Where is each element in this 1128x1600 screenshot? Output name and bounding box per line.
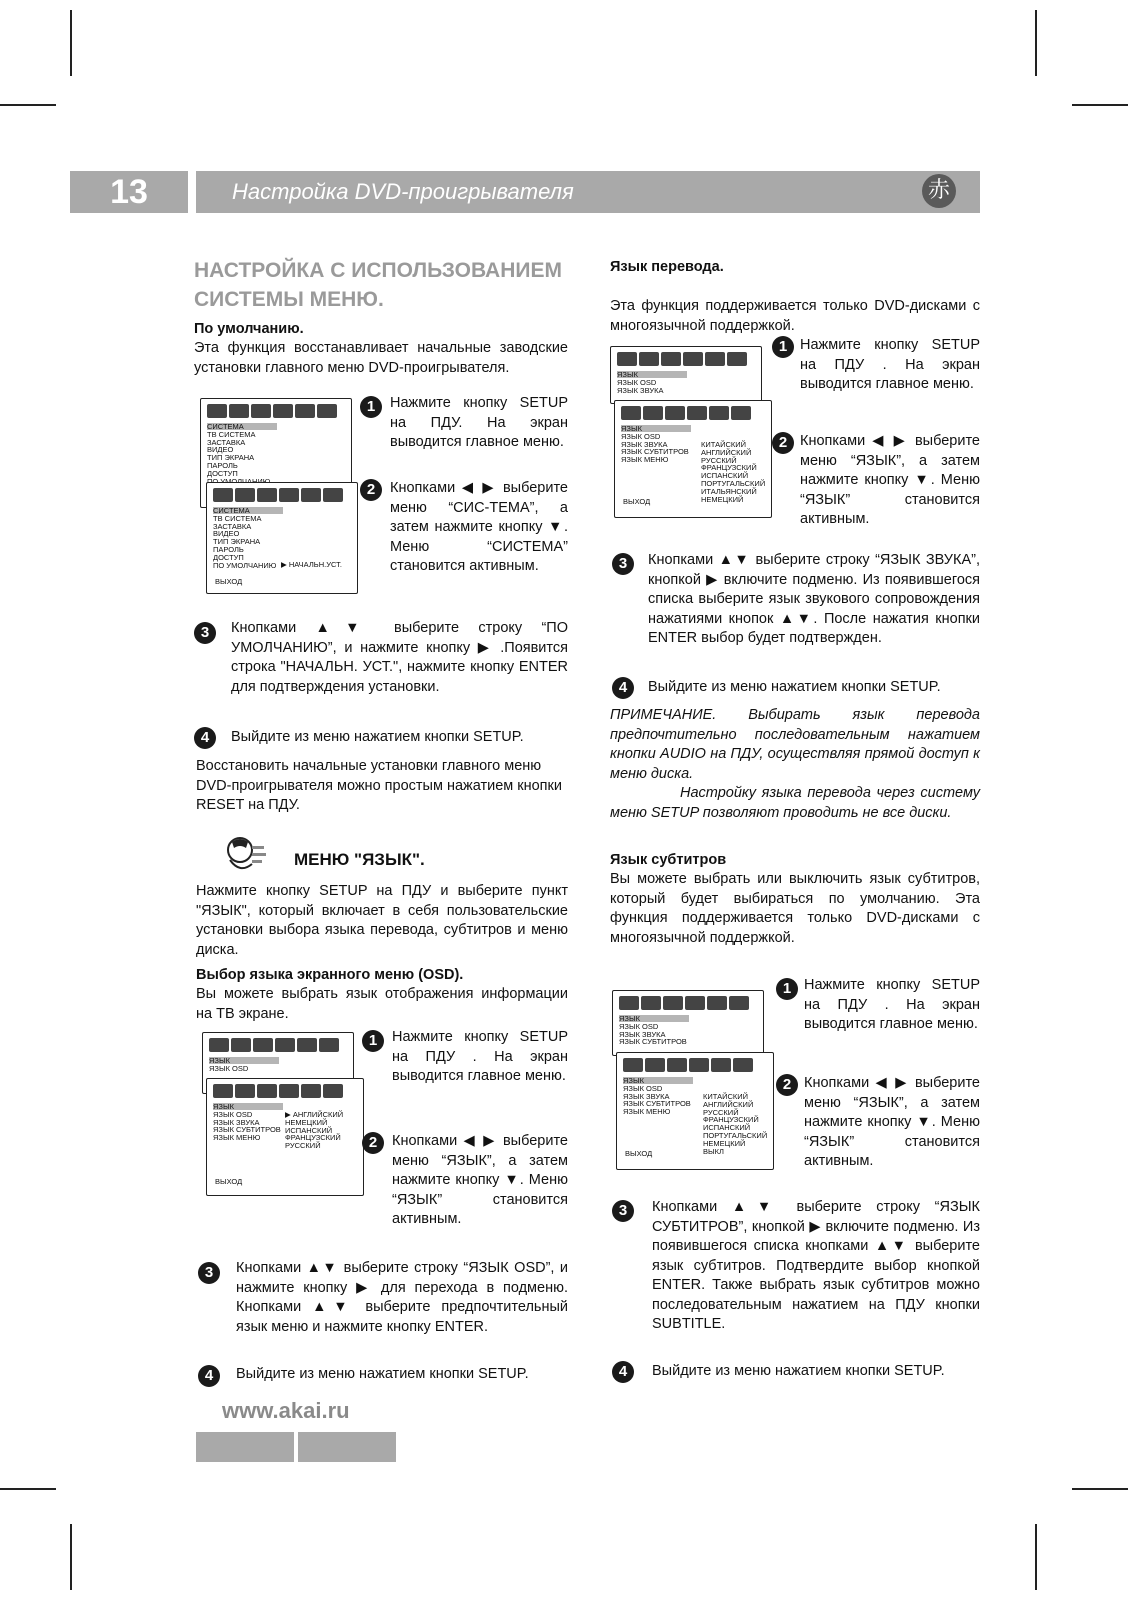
step-1-badge: 1 xyxy=(360,396,382,418)
section-title-line1: НАСТРОЙКА С ИСПОЛЬЗОВАНИЕМ xyxy=(194,259,562,282)
step-4-badge: 4 xyxy=(612,677,634,699)
crop-mark xyxy=(70,10,72,76)
audio-note-1: ПРИМЕЧАНИЕ. Выбирать язык перевода предпочтительно последовательным нажатием кнопки AUDIO на ПДУ, осуществляя прямой доступ к меню диска. xyxy=(610,707,980,782)
language-menu-title: МЕНЮ "ЯЗЫК". xyxy=(294,850,425,869)
audio-menu-figure xyxy=(610,346,780,526)
step-2-badge: 2 xyxy=(360,479,382,501)
default-intro: Эта функция восстанавливает начальные заводские установки главного меню DVD-проигрывателя. xyxy=(194,340,568,376)
default-step-4: Выйдите из меню нажатием кнопки SETUP. xyxy=(231,729,524,745)
audio-menu-front xyxy=(614,400,772,518)
default-step-1: Нажмите кнопку SETUP на ПДУ. На экран выводится главное меню. xyxy=(390,395,568,450)
menu-icons xyxy=(209,1038,339,1054)
subtitle-step-3: Кнопками ▲▼ выберите строку “ЯЗЫК СУБТИТРОВ”, кнопкой ▶ включите подменю. Из появившегося списка кнопками ▲▼ выберите язык субтитров. Подтвердите выбор кнопкой ENTER. Также выбрать язык субтитров можно последовательным нажатием на ПДУ кнопки SUBTITLE. xyxy=(652,1199,980,1332)
audio-step-4: Выйдите из меню нажатием кнопки SETUP. xyxy=(648,679,941,695)
osd-step-4: Выйдите из меню нажатием кнопки SETUP. xyxy=(236,1366,529,1382)
audio-heading: Язык перевода. xyxy=(610,259,724,275)
page-number: 13 xyxy=(70,171,188,213)
osd-heading: Выбор языка экранного меню (OSD). xyxy=(196,967,464,983)
audio-intro: Эта функция поддерживается только DVD-дисками с многоязычной поддержкой. xyxy=(610,298,980,334)
osd-step-1: Нажмите кнопку SETUP на ПДУ . На экран выводится главное меню. xyxy=(392,1029,568,1084)
osd-intro: Вы можете выбрать язык отображения информации на ТВ экране. xyxy=(196,986,568,1022)
header-title: Настройка DVD-проигрывателя xyxy=(232,179,574,204)
subtitle-menu-front xyxy=(616,1052,774,1170)
footer-bar xyxy=(196,1432,294,1462)
menu-icons xyxy=(619,996,749,1012)
osd-options: ▶ АНГЛИЙСКИЙ НЕМЕЦКИЙ ИСПАНСКИЙ ФРАНЦУЗСКИЙ РУССКИЙ xyxy=(285,1110,344,1151)
step-2-badge: 2 xyxy=(776,1074,798,1096)
step-4-badge: 4 xyxy=(198,1365,220,1387)
default-reset-note: Восстановить начальные установки главного меню DVD-проигрывателя можно простым нажатием кнопки RESET на ПДУ. xyxy=(196,758,562,813)
step-3-badge: 3 xyxy=(612,553,634,575)
crop-mark xyxy=(1035,10,1037,76)
step-1-badge: 1 xyxy=(776,978,798,1000)
default-step-2: Кнопками ◀ ▶ выберите меню “СИС-ТЕМА”, а затем нажмите кнопку ▼. Меню “СИСТЕМА” становится активным. xyxy=(390,480,568,574)
crop-mark xyxy=(0,1488,56,1490)
step-3-badge: 3 xyxy=(194,622,216,644)
menu-exit: ВЫХОД xyxy=(625,1149,653,1158)
crop-mark xyxy=(1035,1524,1037,1590)
footer-url: www.akai.ru xyxy=(222,1398,350,1423)
menu-icons xyxy=(617,352,747,368)
section-title-line2: СИСТЕМЫ МЕНЮ. xyxy=(194,288,384,311)
default-step-3: Кнопками ▲▼ выберите строку “ПО УМОЛЧАНИЮ”, и нажмите кнопку ▶ .Появится строка "НАЧАЛЬН. УСТ.", нажмите кнопку ENTER для подтверждения установки. xyxy=(231,620,568,695)
subtitle-menu-back-lines: ЯЗЫК ЯЗЫК OSD ЯЗЫК ЗВУКА ЯЗЫК СУБТИТРОВ xyxy=(619,1014,687,1047)
subtitle-menu-lines: ЯЗЫК ЯЗЫК OSD ЯЗЫК ЗВУКА ЯЗЫК СУБТИТРОВ ЯЗЫК МЕНЮ xyxy=(623,1076,691,1117)
osd-menu-back-lines: ЯЗЫК ЯЗЫК OSD xyxy=(209,1056,249,1073)
subtitle-intro: Вы можете выбрать или выключить язык субтитров, который будет выбираться по умолчанию. Эта функция поддерживается только DVD-дисками с многоязычной поддержкой. xyxy=(610,871,980,946)
default-heading: По умолчанию. xyxy=(194,321,304,337)
subtitle-step-1: Нажмите кнопку SETUP на ПДУ . На экран выводится главное меню. xyxy=(804,977,980,1032)
audio-step-2: Кнопками ◀ ▶ выберите меню “ЯЗЫК”, а затем нажмите кнопку ▼. Меню “ЯЗЫК” становится активным. xyxy=(800,433,980,527)
header-bar xyxy=(196,171,980,213)
footer-bar xyxy=(298,1432,396,1462)
step-3-badge: 3 xyxy=(198,1262,220,1284)
step-1-badge: 1 xyxy=(772,336,794,358)
system-menu-option: ▶ НАЧАЛЬН.УСТ. xyxy=(281,560,342,569)
audio-menu-lines: ЯЗЫК ЯЗЫК OSD ЯЗЫК ЗВУКА ЯЗЫК СУБТИТРОВ ЯЗЫК МЕНЮ xyxy=(621,424,689,465)
crop-mark xyxy=(1072,1488,1128,1490)
speaker-head-icon xyxy=(224,834,268,874)
step-4-badge: 4 xyxy=(194,727,216,749)
audio-step-1: Нажмите кнопку SETUP на ПДУ . На экран выводится главное меню. xyxy=(800,337,980,392)
crop-mark xyxy=(1072,104,1128,106)
system-menu-lines: СИСТЕМА ТВ СИСТЕМА ЗАСТАВКА ВИДЕО ТИП ЭКРАНА ПАРОЛЬ ДОСТУП xyxy=(207,422,256,478)
menu-icons xyxy=(207,404,337,420)
osd-menu-figure xyxy=(202,1032,372,1202)
menu-exit: ВЫХОД xyxy=(623,497,651,506)
menu-icons xyxy=(213,1084,343,1100)
menu-icons xyxy=(623,1058,753,1074)
osd-menu-front xyxy=(206,1078,364,1196)
step-4-badge: 4 xyxy=(612,1361,634,1383)
menu-exit: ВЫХОД xyxy=(215,1177,243,1186)
system-menu-figure xyxy=(200,398,360,604)
subtitle-heading: Язык субтитров xyxy=(610,852,727,868)
brand-logo-icon: 赤 xyxy=(922,174,956,208)
subtitle-menu-figure xyxy=(612,990,782,1170)
step-3-badge: 3 xyxy=(612,1200,634,1222)
audio-note-2: Настройку языка перевода через систему меню SETUP позволяют проводить не все диски. xyxy=(610,785,980,821)
osd-step-3: Кнопками ▲▼ выберите строку “ЯЗЫК OSD”, и нажмите кнопку ▶ для перехода в подменю. Кнопками ▲▼ выберите предпочтительный язык меню и нажмите кнопку ENTER. xyxy=(236,1260,568,1335)
step-2-badge: 2 xyxy=(772,432,794,454)
audio-step-3: Кнопками ▲▼ выберите строку “ЯЗЫК ЗВУКА”, кнопкой ▶ включите подменю. Из появившегося списка выберите язык звукового сопровождения нажатиями кнопок ▲▼. После нажатия кнопки ENTER выбор будет подтвержден. xyxy=(648,552,980,646)
menu-exit: ВЫХОД xyxy=(215,577,243,586)
system-menu-front xyxy=(206,482,358,594)
section-title xyxy=(194,256,568,314)
osd-menu-lines: ЯЗЫК ЯЗЫК OSD ЯЗЫК ЗВУКА ЯЗЫК СУБТИТРОВ ЯЗЫК МЕНЮ xyxy=(213,1102,281,1143)
subtitle-step-4: Выйдите из меню нажатием кнопки SETUP. xyxy=(652,1363,945,1379)
audio-menu-back-lines: ЯЗЫК ЯЗЫК OSD ЯЗЫК ЗВУКА xyxy=(617,370,664,395)
subtitle-menu-back xyxy=(612,990,764,1056)
audio-options: КИТАЙСКИЙ АНГЛИЙСКИЙ РУССКИЙ ФРАНЦУЗСКИЙ ИСПАНСКИЙ ПОРТУГАЛЬСКИЙ ИТАЛЬЯНСКИЙ НЕМЕЦКИЙ xyxy=(701,440,766,504)
subtitle-step-2: Кнопками ◀ ▶ выберите меню “ЯЗЫК”, а затем нажмите кнопку ▼. Меню “ЯЗЫК” становится активным. xyxy=(804,1075,980,1169)
audio-menu-back xyxy=(610,346,762,404)
menu-icons xyxy=(213,488,343,504)
step-1-badge: 1 xyxy=(362,1030,384,1052)
step-2-badge: 2 xyxy=(362,1132,384,1154)
crop-mark xyxy=(70,1524,72,1590)
subtitle-options: КИТАЙСКИЙ АНГЛИЙСКИЙ РУССКИЙ ФРАНЦУЗСКИЙ ИСПАНСКИЙ ПОРТУГАЛЬСКИЙ НЕМЕЦКИЙ ВЫКЛ xyxy=(703,1092,768,1156)
system-menu-lines-front: СИСТЕМА ТВ СИСТЕМА ЗАСТАВКА ВИДЕО ТИП ЭКРАНА ПАРОЛЬ ДОСТУП ПО УМОЛЧАНИЮ xyxy=(213,506,277,570)
left-column xyxy=(194,256,568,378)
osd-step-2: Кнопками ◀ ▶ выберите меню “ЯЗЫК”, а затем нажмите кнопку ▼. Меню “ЯЗЫК” становится активным. xyxy=(392,1133,568,1227)
menu-icons xyxy=(621,406,751,422)
language-intro: Нажмите кнопку SETUP на ПДУ и выберите пункт "ЯЗЫК", который включает в себя пользовательские установки выбора языка перевода, субтитров и меню диска. xyxy=(196,883,568,958)
crop-mark xyxy=(0,104,56,106)
